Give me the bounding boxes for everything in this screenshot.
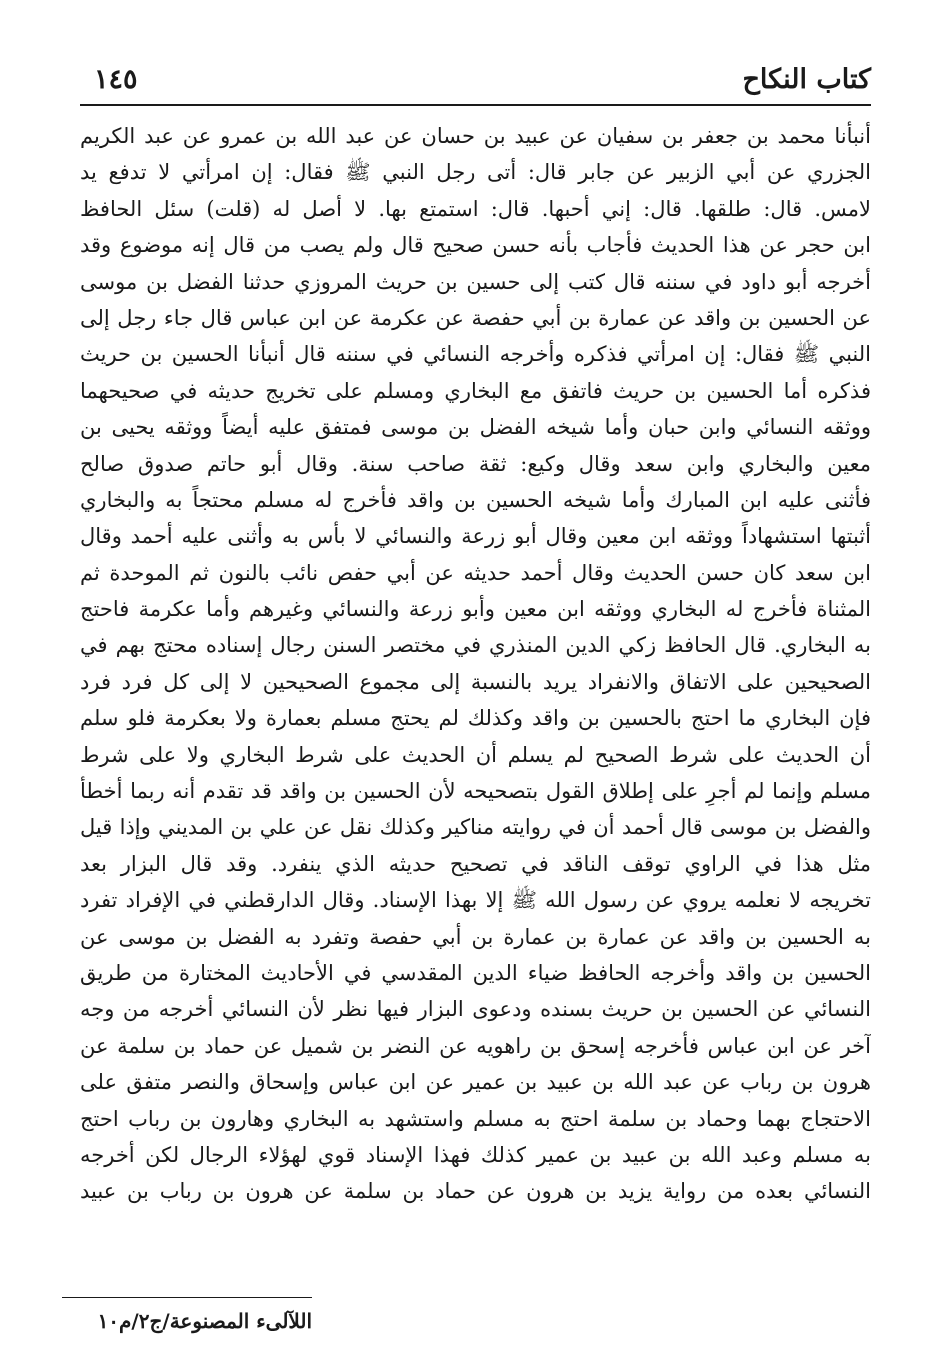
page-number: ١٤٥ [94, 64, 138, 95]
text-line: مثل هذا في الراوي توقف الناقد في تصحيح حديثه الذي ينفرد. وقد قال البزار بعد [80, 851, 871, 876]
running-title: كتاب النكاح [742, 64, 871, 95]
page-header [80, 56, 871, 104]
text-line: فأثنى عليه ابن المبارك وأما شيخه الحسين بن واقد فأخرج له مسلم محتجاً به والبخاري [80, 487, 871, 512]
text-line: الصحيحين على الاتفاق والانفراد يريد بالنسبة إلى مجموع الصحيحين لا إلى كل فرد فرد [80, 669, 871, 694]
footer-signature: اللآلىء المصنوعة/ج٢/م١٠ [97, 1309, 312, 1333]
text-line: والفضل بن موسى قال أحمد أن في روايته مناكير وكذلك نقل عن علي بن المديني وإذا قيل [80, 815, 871, 840]
text-line: به مسلم وعبد الله بن عبيد بن عمير كذلك فهذا الإسناد قوي لهؤلاء الرجال لكن أخرجه [80, 1142, 871, 1167]
text-line: أنبأنا محمد بن جعفر بن سفيان عن عبيد بن حسان عن عبد الله بن عمرو عن عبد الكريم [80, 124, 871, 148]
text-line: ابن سعد كان حسن الحديث وقال أحمد حديثه عن أبي حفص نائب بالنون ثم الموحدة ثم [80, 560, 871, 585]
text-line: به البخاري. قال الحافظ زكي الدين المنذري في مختصر السنن رجال إسناده محتج بهم في [80, 633, 871, 658]
text-line: أخرجه أبو داود في سننه قال كتب إلى حسين بن حريث المروزي حدثنا الفضل بن موسى [80, 269, 871, 294]
text-line: أن الحديث على شرط الصحيح لم يسلم أن الحديث على شرط البخاري ولا على شرط [80, 742, 871, 767]
text-line: مسلم وإنما لم أجرِ على إطلاق القول بتصحيحه لأن الحسين بن واقد قد تقدم أنه ربما أخطأ [80, 779, 871, 804]
footer-rule [62, 1297, 312, 1298]
text-line: النسائي عن الحسين بن حريث بسنده ودعوى البزار فيها نظر لأن النسائي أخرجه من وجه [80, 997, 871, 1022]
text-line: عن الحسين بن واقد عن عمارة بن أبي حفصة عن عكرمة عن ابن عباس قال جاء رجل إلى [80, 305, 871, 330]
text-line: المثناة فأخرج له البخاري ووثقه ابن معين وأبو زرعة والنسائي وغيرهم وأما عكرمة فاحتج [80, 597, 871, 622]
text-line: فذكره أما الحسين بن حريث فاتفق مع البخاري ومسلم على تخريج حديثه في صحيحهما [80, 378, 871, 403]
text-line: الحسين بن واقد وأخرجه الحافظ ضياء الدين المقدسي في الأحاديث المختارة من طريق [80, 960, 871, 985]
text-line: الاحتجاج بهما وحماد بن سلمة احتج به مسلم واستشهد به البخاري وهارون بن رباب احتج [80, 1106, 871, 1131]
text-line: لامس. قال: طلقها. قال: إني أحبها. قال: استمتع بها. لا أصل له (قلت) سئل الحافظ [80, 196, 871, 221]
text-line: فإن البخاري ما احتج بالحسين بن واقد وكذلك لم يحتج مسلم بعمارة ولا بعكرمة فلو سلم [80, 706, 871, 731]
text-line: معين والبخاري وابن سعد وقال وكيع: ثقة صاحب سنة. وقال أبو حاتم صدوق صالح [80, 451, 871, 476]
body-text [80, 118, 871, 1210]
text-line: النبي ﷺ فقال: إن امرأتي فذكره وأخرجه النسائي في سننه قال أنبأنا الحسين بن حريث [80, 342, 871, 367]
text-line: تخريجه لا نعلمه يروي عن رسول الله ﷺ إلا بهذا الإسناد. وقال الدارقطني في الإفراد تفرد [80, 888, 871, 913]
text-line: النسائي بعده من رواية يزيد بن هرون عن حماد بن سلمة عن هرون بن رباب بن عبيد [80, 1179, 871, 1204]
header-rule [80, 104, 871, 106]
text-line: آخر عن ابن عباس فأخرجه إسحق بن راهويه عن النضر بن شميل عن حماد بن سلمة عن [80, 1033, 871, 1058]
text-line: به الحسين بن واقد عن عمارة بن عمارة بن أبي حفصة وتفرد به الفضل بن موسى عن [80, 924, 871, 949]
text-line: هرون بن رباب عن عبد الله بن عبيد بن عمير عن ابن عباس وإسحاق والنصر متفق على [80, 1070, 871, 1095]
text-line: الجزري عن أبي الزبير عن جابر قال: أتى رجل النبي ﷺ فقال: إن امرأتي لا تدفع يد [80, 160, 871, 185]
text-line: ابن حجر عن هذا الحديث فأجاب بأنه حسن صحيح قال ولم يصب من قال إنه موضوع وقد [80, 233, 871, 258]
text-line: أثبتها استشهاداً ووثقه ابن معين وقال أبو زرعة والنسائي لا بأس به وأثنى عليه أحمد وقال [80, 524, 871, 549]
text-line: ووثقه النسائي وابن حبان وأما شيخه الفضل بن موسى فمتفق عليه أيضاً ووثقه يحيى بن [80, 415, 871, 440]
